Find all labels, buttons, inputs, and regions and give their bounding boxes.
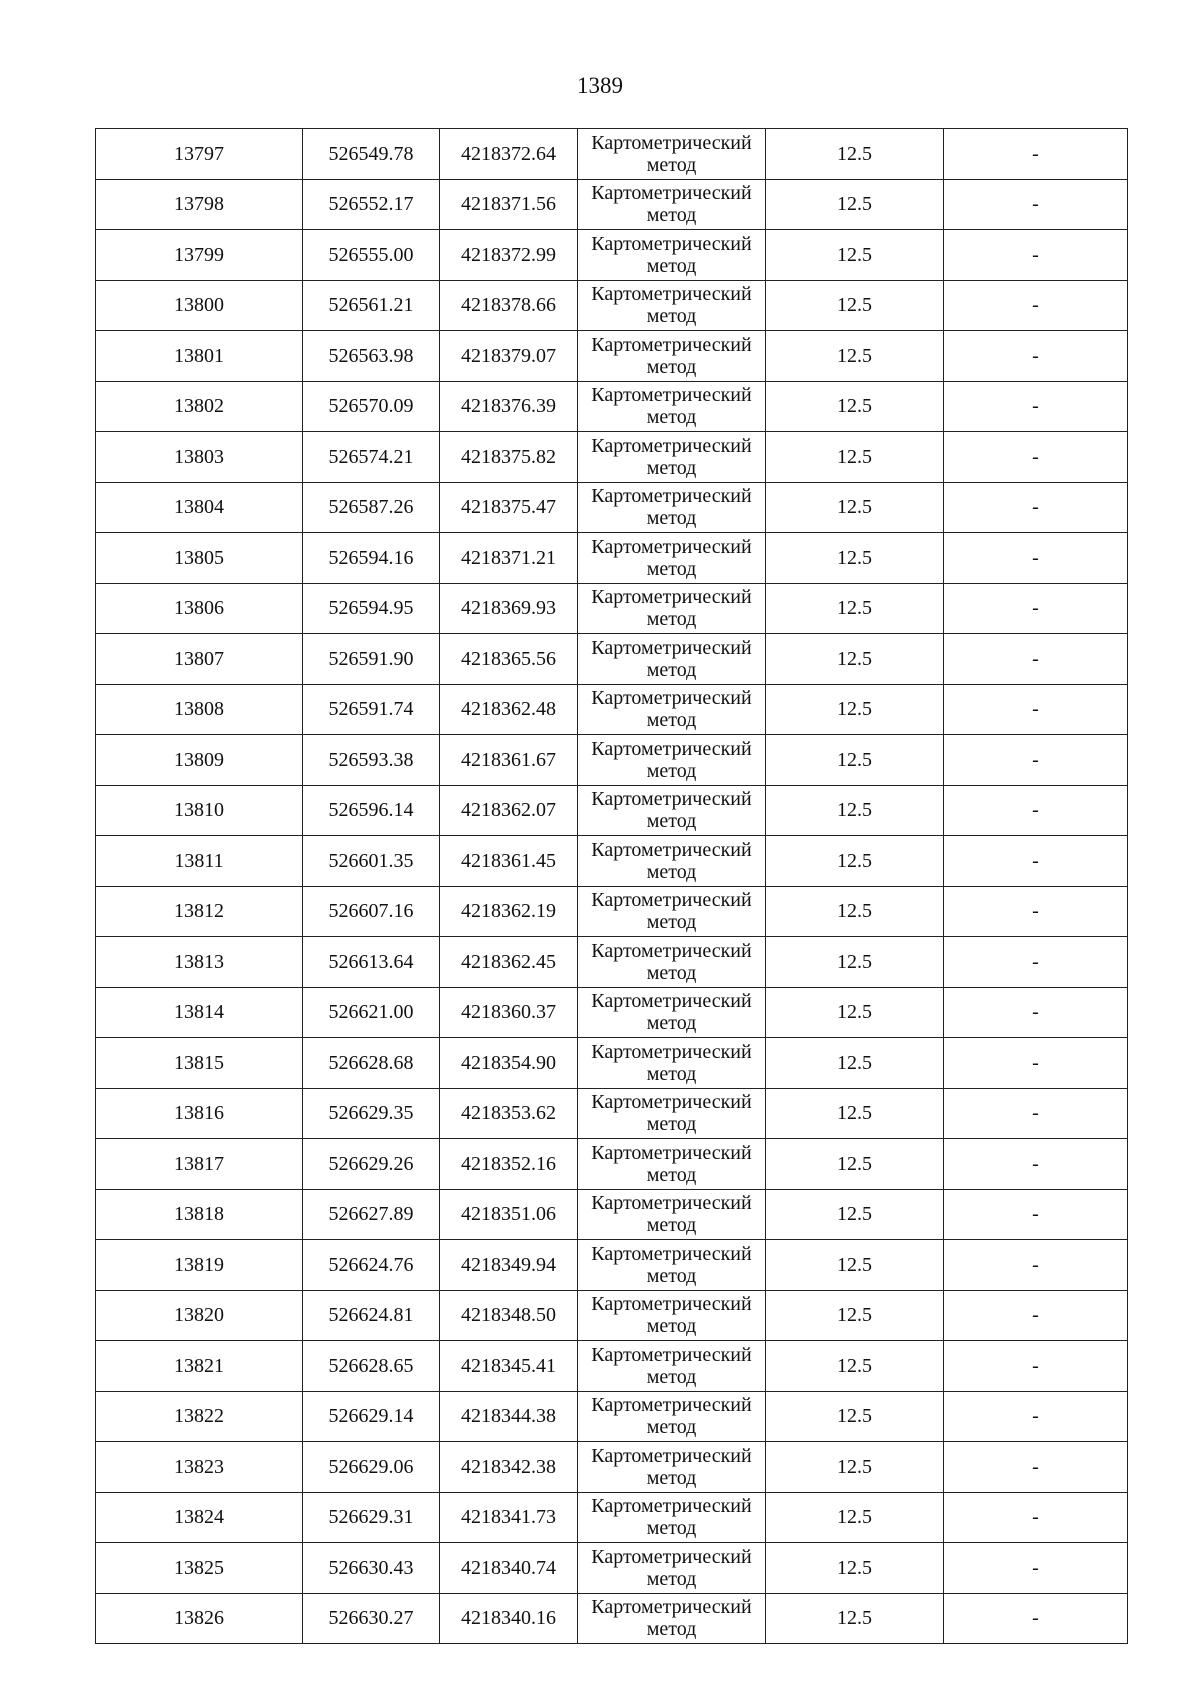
y-coordinate-cell: 4218376.39: [440, 381, 578, 432]
point-id-cell: 13825: [96, 1543, 303, 1594]
x-coordinate-cell: 526596.14: [303, 785, 440, 836]
table-row: [96, 1088, 1128, 1139]
point-id-cell: 13815: [96, 1038, 303, 1089]
method-line-2: метод: [646, 1618, 697, 1641]
accuracy-cell: 12.5: [766, 1593, 944, 1644]
method-cell: [578, 381, 766, 432]
note-cell: -: [944, 432, 1128, 483]
method-cell: [578, 129, 766, 180]
point-id-cell: 13805: [96, 533, 303, 584]
y-coordinate-cell: 4218372.99: [440, 230, 578, 281]
table-row: [96, 1593, 1128, 1644]
note-cell: -: [944, 785, 1128, 836]
method-line-2: метод: [646, 759, 697, 782]
method-line-2: метод: [646, 810, 697, 833]
method-cell: [578, 1038, 766, 1089]
method-line-2: метод: [646, 355, 697, 378]
note-cell: -: [944, 684, 1128, 735]
accuracy-cell: 12.5: [766, 1038, 944, 1089]
accuracy-cell: 12.5: [766, 1240, 944, 1291]
method-line-2: метод: [646, 1012, 697, 1035]
x-coordinate-cell: 526591.74: [303, 684, 440, 735]
note-cell: -: [944, 1189, 1128, 1240]
point-id-cell: 13816: [96, 1088, 303, 1139]
x-coordinate-cell: 526629.26: [303, 1139, 440, 1190]
accuracy-cell: 12.5: [766, 684, 944, 735]
accuracy-cell: 12.5: [766, 381, 944, 432]
coordinates-table: [95, 128, 1128, 1644]
method-line-1: Картометрический: [591, 586, 752, 609]
method-line-1: Картометрический: [591, 1040, 752, 1063]
table-row: [96, 886, 1128, 937]
accuracy-cell: 12.5: [766, 785, 944, 836]
point-id-cell: 13810: [96, 785, 303, 836]
table-row: [96, 1391, 1128, 1442]
y-coordinate-cell: 4218378.66: [440, 280, 578, 331]
x-coordinate-cell: 526627.89: [303, 1189, 440, 1240]
method-line-2: метод: [646, 1163, 697, 1186]
accuracy-cell: 12.5: [766, 1189, 944, 1240]
method-line-2: метод: [646, 1416, 697, 1439]
point-id-cell: 13809: [96, 735, 303, 786]
table-row: [96, 1290, 1128, 1341]
method-line-1: Картометрический: [591, 990, 752, 1013]
point-id-cell: 13804: [96, 482, 303, 533]
table-row: [96, 937, 1128, 988]
x-coordinate-cell: 526630.43: [303, 1543, 440, 1594]
x-coordinate-cell: 526570.09: [303, 381, 440, 432]
method-cell: [578, 785, 766, 836]
method-line-1: Картометрический: [591, 1192, 752, 1215]
y-coordinate-cell: 4218345.41: [440, 1341, 578, 1392]
method-cell: [578, 482, 766, 533]
method-cell: [578, 583, 766, 634]
note-cell: -: [944, 129, 1128, 180]
method-line-2: метод: [646, 709, 697, 732]
method-line-1: Картометрический: [591, 283, 752, 306]
note-cell: -: [944, 735, 1128, 786]
method-line-2: метод: [646, 406, 697, 429]
table-row: [96, 634, 1128, 685]
point-id-cell: 13799: [96, 230, 303, 281]
point-id-cell: 13820: [96, 1290, 303, 1341]
x-coordinate-cell: 526628.68: [303, 1038, 440, 1089]
method-line-1: Картометрический: [591, 131, 752, 154]
note-cell: -: [944, 987, 1128, 1038]
x-coordinate-cell: 526629.35: [303, 1088, 440, 1139]
method-line-2: метод: [646, 1214, 697, 1237]
table-row: [96, 1492, 1128, 1543]
point-id-cell: 13807: [96, 634, 303, 685]
y-coordinate-cell: 4218371.21: [440, 533, 578, 584]
accuracy-cell: 12.5: [766, 432, 944, 483]
point-id-cell: 13823: [96, 1442, 303, 1493]
accuracy-cell: 12.5: [766, 533, 944, 584]
note-cell: -: [944, 280, 1128, 331]
point-id-cell: 13824: [96, 1492, 303, 1543]
note-cell: -: [944, 1391, 1128, 1442]
method-cell: [578, 1543, 766, 1594]
x-coordinate-cell: 526621.00: [303, 987, 440, 1038]
table-row: [96, 684, 1128, 735]
y-coordinate-cell: 4218365.56: [440, 634, 578, 685]
x-coordinate-cell: 526593.38: [303, 735, 440, 786]
y-coordinate-cell: 4218362.19: [440, 886, 578, 937]
point-id-cell: 13814: [96, 987, 303, 1038]
point-id-cell: 13818: [96, 1189, 303, 1240]
note-cell: -: [944, 482, 1128, 533]
method-line-1: Картометрический: [591, 939, 752, 962]
x-coordinate-cell: 526629.14: [303, 1391, 440, 1442]
method-line-2: метод: [646, 1062, 697, 1085]
note-cell: -: [944, 381, 1128, 432]
accuracy-cell: 12.5: [766, 1290, 944, 1341]
y-coordinate-cell: 4218372.64: [440, 129, 578, 180]
table-body: [96, 129, 1128, 1644]
point-id-cell: 13812: [96, 886, 303, 937]
table-row: [96, 1038, 1128, 1089]
method-line-2: метод: [646, 153, 697, 176]
method-line-2: метод: [646, 860, 697, 883]
method-line-2: метод: [646, 1315, 697, 1338]
y-coordinate-cell: 4218348.50: [440, 1290, 578, 1341]
point-id-cell: 13802: [96, 381, 303, 432]
method-line-1: Картометрический: [591, 434, 752, 457]
x-coordinate-cell: 526607.16: [303, 886, 440, 937]
method-cell: [578, 886, 766, 937]
method-cell: [578, 1240, 766, 1291]
note-cell: -: [944, 1290, 1128, 1341]
method-line-1: Картометрический: [591, 1242, 752, 1265]
accuracy-cell: 12.5: [766, 886, 944, 937]
note-cell: -: [944, 1088, 1128, 1139]
method-cell: [578, 179, 766, 230]
accuracy-cell: 12.5: [766, 129, 944, 180]
method-line-1: Картометрический: [591, 333, 752, 356]
table-row: [96, 987, 1128, 1038]
table-row: [96, 1189, 1128, 1240]
point-id-cell: 13803: [96, 432, 303, 483]
table-row: [96, 129, 1128, 180]
accuracy-cell: 12.5: [766, 1543, 944, 1594]
point-id-cell: 13821: [96, 1341, 303, 1392]
x-coordinate-cell: 526552.17: [303, 179, 440, 230]
y-coordinate-cell: 4218371.56: [440, 179, 578, 230]
accuracy-cell: 12.5: [766, 987, 944, 1038]
point-id-cell: 13806: [96, 583, 303, 634]
method-line-1: Картометрический: [591, 687, 752, 710]
table-row: [96, 583, 1128, 634]
table-row: [96, 280, 1128, 331]
method-line-2: метод: [646, 1466, 697, 1489]
y-coordinate-cell: 4218362.07: [440, 785, 578, 836]
y-coordinate-cell: 4218361.45: [440, 836, 578, 887]
note-cell: -: [944, 331, 1128, 382]
method-cell: [578, 987, 766, 1038]
point-id-cell: 13817: [96, 1139, 303, 1190]
note-cell: -: [944, 886, 1128, 937]
method-line-1: Картометрический: [591, 1141, 752, 1164]
note-cell: -: [944, 1139, 1128, 1190]
x-coordinate-cell: 526574.21: [303, 432, 440, 483]
method-line-2: метод: [646, 507, 697, 530]
table-row: [96, 1139, 1128, 1190]
x-coordinate-cell: 526624.76: [303, 1240, 440, 1291]
method-line-2: метод: [646, 1517, 697, 1540]
note-cell: -: [944, 1240, 1128, 1291]
x-coordinate-cell: 526613.64: [303, 937, 440, 988]
method-line-1: Картометрический: [591, 838, 752, 861]
x-coordinate-cell: 526624.81: [303, 1290, 440, 1341]
method-cell: [578, 684, 766, 735]
y-coordinate-cell: 4218353.62: [440, 1088, 578, 1139]
method-line-2: метод: [646, 608, 697, 631]
y-coordinate-cell: 4218351.06: [440, 1189, 578, 1240]
method-line-1: Картометрический: [591, 636, 752, 659]
method-line-1: Картометрический: [591, 1091, 752, 1114]
method-line-2: метод: [646, 1365, 697, 1388]
point-id-cell: 13808: [96, 684, 303, 735]
x-coordinate-cell: 526629.06: [303, 1442, 440, 1493]
accuracy-cell: 12.5: [766, 937, 944, 988]
method-line-1: Картометрический: [591, 1394, 752, 1417]
method-line-2: метод: [646, 1113, 697, 1136]
method-cell: [578, 230, 766, 281]
point-id-cell: 13822: [96, 1391, 303, 1442]
note-cell: -: [944, 1492, 1128, 1543]
method-cell: [578, 280, 766, 331]
method-cell: [578, 331, 766, 382]
table-row: [96, 230, 1128, 281]
method-cell: [578, 432, 766, 483]
note-cell: -: [944, 836, 1128, 887]
y-coordinate-cell: 4218375.82: [440, 432, 578, 483]
method-line-1: Картометрический: [591, 1343, 752, 1366]
note-cell: -: [944, 1038, 1128, 1089]
method-line-1: Картометрический: [591, 1545, 752, 1568]
method-line-2: метод: [646, 911, 697, 934]
point-id-cell: 13801: [96, 331, 303, 382]
method-cell: [578, 937, 766, 988]
method-line-1: Картометрический: [591, 232, 752, 255]
method-line-2: метод: [646, 254, 697, 277]
x-coordinate-cell: 526629.31: [303, 1492, 440, 1543]
method-line-2: метод: [646, 456, 697, 479]
method-cell: [578, 735, 766, 786]
y-coordinate-cell: 4218379.07: [440, 331, 578, 382]
method-line-1: Картометрический: [591, 737, 752, 760]
accuracy-cell: 12.5: [766, 735, 944, 786]
method-line-2: метод: [646, 1567, 697, 1590]
y-coordinate-cell: 4218362.48: [440, 684, 578, 735]
method-line-2: метод: [646, 658, 697, 681]
method-cell: [578, 1088, 766, 1139]
method-line-2: метод: [646, 557, 697, 580]
x-coordinate-cell: 526628.65: [303, 1341, 440, 1392]
y-coordinate-cell: 4218352.16: [440, 1139, 578, 1190]
method-cell: [578, 1492, 766, 1543]
method-line-1: Картометрический: [591, 1495, 752, 1518]
x-coordinate-cell: 526591.90: [303, 634, 440, 685]
y-coordinate-cell: 4218354.90: [440, 1038, 578, 1089]
method-cell: [578, 836, 766, 887]
x-coordinate-cell: 526587.26: [303, 482, 440, 533]
table-row: [96, 331, 1128, 382]
note-cell: -: [944, 634, 1128, 685]
accuracy-cell: 12.5: [766, 482, 944, 533]
table-row: [96, 533, 1128, 584]
accuracy-cell: 12.5: [766, 634, 944, 685]
method-line-2: метод: [646, 961, 697, 984]
note-cell: -: [944, 583, 1128, 634]
accuracy-cell: 12.5: [766, 179, 944, 230]
note-cell: -: [944, 1593, 1128, 1644]
accuracy-cell: 12.5: [766, 1088, 944, 1139]
note-cell: -: [944, 179, 1128, 230]
table-row: [96, 1442, 1128, 1493]
point-id-cell: 13826: [96, 1593, 303, 1644]
method-cell: [578, 1290, 766, 1341]
method-line-1: Картометрический: [591, 1293, 752, 1316]
point-id-cell: 13798: [96, 179, 303, 230]
y-coordinate-cell: 4218362.45: [440, 937, 578, 988]
accuracy-cell: 12.5: [766, 280, 944, 331]
method-cell: [578, 533, 766, 584]
method-line-1: Картометрический: [591, 788, 752, 811]
y-coordinate-cell: 4218344.38: [440, 1391, 578, 1442]
method-line-2: метод: [646, 204, 697, 227]
method-line-1: Картометрический: [591, 535, 752, 558]
accuracy-cell: 12.5: [766, 1341, 944, 1392]
method-cell: [578, 1391, 766, 1442]
y-coordinate-cell: 4218360.37: [440, 987, 578, 1038]
y-coordinate-cell: 4218340.74: [440, 1543, 578, 1594]
note-cell: -: [944, 1341, 1128, 1392]
point-id-cell: 13811: [96, 836, 303, 887]
table-row: [96, 482, 1128, 533]
accuracy-cell: 12.5: [766, 1139, 944, 1190]
point-id-cell: 13813: [96, 937, 303, 988]
x-coordinate-cell: 526561.21: [303, 280, 440, 331]
accuracy-cell: 12.5: [766, 1492, 944, 1543]
y-coordinate-cell: 4218369.93: [440, 583, 578, 634]
point-id-cell: 13819: [96, 1240, 303, 1291]
method-cell: [578, 1189, 766, 1240]
method-line-1: Картометрический: [591, 1596, 752, 1619]
point-id-cell: 13797: [96, 129, 303, 180]
x-coordinate-cell: 526594.16: [303, 533, 440, 584]
method-line-2: метод: [646, 305, 697, 328]
table-row: [96, 735, 1128, 786]
note-cell: -: [944, 230, 1128, 281]
y-coordinate-cell: 4218340.16: [440, 1593, 578, 1644]
note-cell: -: [944, 533, 1128, 584]
page-number: 1389: [577, 73, 623, 98]
x-coordinate-cell: 526601.35: [303, 836, 440, 887]
table-row: [96, 381, 1128, 432]
note-cell: -: [944, 1543, 1128, 1594]
method-cell: [578, 634, 766, 685]
method-line-1: Картометрический: [591, 1444, 752, 1467]
accuracy-cell: 12.5: [766, 331, 944, 382]
accuracy-cell: 12.5: [766, 230, 944, 281]
note-cell: -: [944, 937, 1128, 988]
x-coordinate-cell: 526594.95: [303, 583, 440, 634]
method-cell: [578, 1341, 766, 1392]
method-line-1: Картометрический: [591, 485, 752, 508]
accuracy-cell: 12.5: [766, 1391, 944, 1442]
method-cell: [578, 1442, 766, 1493]
table-row: [96, 1240, 1128, 1291]
method-line-1: Картометрический: [591, 384, 752, 407]
x-coordinate-cell: 526555.00: [303, 230, 440, 281]
method-cell: [578, 1593, 766, 1644]
table-row: [96, 1341, 1128, 1392]
table-row: [96, 785, 1128, 836]
note-cell: -: [944, 1442, 1128, 1493]
method-line-1: Картометрический: [591, 889, 752, 912]
table-row: [96, 179, 1128, 230]
accuracy-cell: 12.5: [766, 836, 944, 887]
y-coordinate-cell: 4218341.73: [440, 1492, 578, 1543]
accuracy-cell: 12.5: [766, 1442, 944, 1493]
x-coordinate-cell: 526563.98: [303, 331, 440, 382]
y-coordinate-cell: 4218349.94: [440, 1240, 578, 1291]
x-coordinate-cell: 526630.27: [303, 1593, 440, 1644]
table-row: [96, 432, 1128, 483]
accuracy-cell: 12.5: [766, 583, 944, 634]
y-coordinate-cell: 4218361.67: [440, 735, 578, 786]
method-line-2: метод: [646, 1264, 697, 1287]
y-coordinate-cell: 4218342.38: [440, 1442, 578, 1493]
table-row: [96, 1543, 1128, 1594]
point-id-cell: 13800: [96, 280, 303, 331]
method-cell: [578, 1139, 766, 1190]
table-row: [96, 836, 1128, 887]
x-coordinate-cell: 526549.78: [303, 129, 440, 180]
y-coordinate-cell: 4218375.47: [440, 482, 578, 533]
method-line-1: Картометрический: [591, 182, 752, 205]
